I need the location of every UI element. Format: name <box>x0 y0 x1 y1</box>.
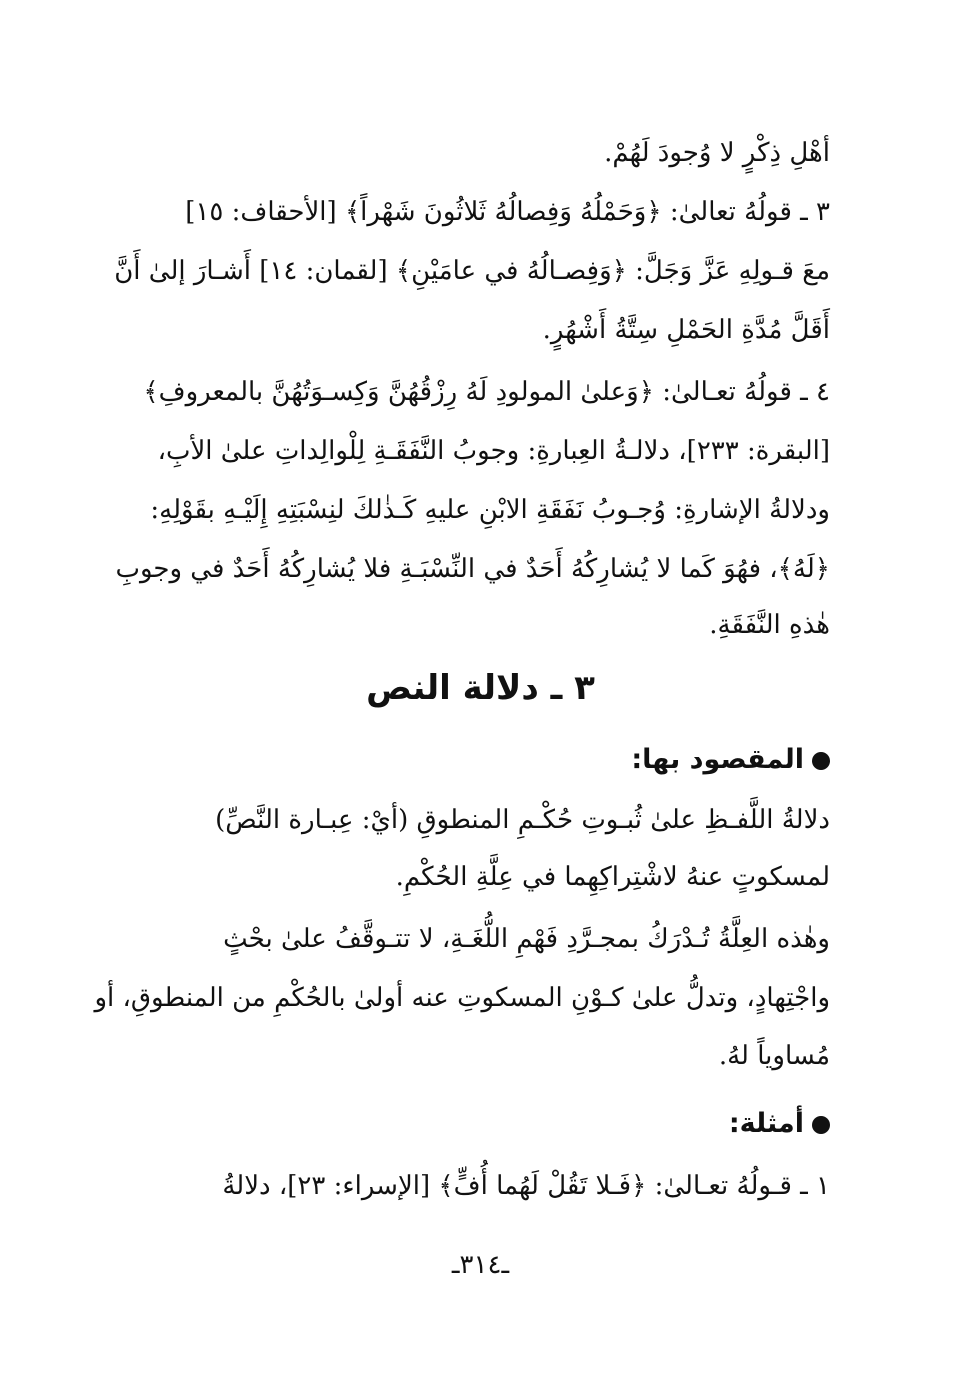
text-line: ١ ـ قـولُهُ تعـالىٰ: ﴿فَـلا تَقُلْ لَهُما أُفٍّ﴾ [الإسراء: ٢٣]، دلالةُ <box>222 1171 830 1201</box>
text-line: دلالةُ اللَّفـظِ علىٰ ثُبـوتِ حُكْـمِ المنطوقِ (أيْ: عِبـارة النَّصِّ) <box>215 805 830 835</box>
subheading-meaning <box>631 744 830 775</box>
page-number: ـ٣١٤ـ <box>451 1250 510 1280</box>
section-heading: ٣ ـ دلالة النص <box>366 668 595 708</box>
text-line: لمسكوتٍ عنهُ لاشْتِراكِهِما في عِلَّةِ الحُكْمِ. <box>395 862 830 892</box>
text-line: وهٰذه العِلَّةُ تُـدْرَكُ بمجـرَّدِ فَهْمِ اللُّغَـةِ، لا تتـوقَّفُ علىٰ بحْثٍ <box>223 924 830 954</box>
subheading-examples <box>729 1108 830 1139</box>
bullet-icon <box>812 752 830 770</box>
text-line: واجْتِهادٍ، وتدلُّ علىٰ كـوْنِ المسكوتِ عنه أولىٰ بالحُكْمِ من المنطوقِ، أو <box>94 983 830 1013</box>
text-line: ٣ ـ قولُهُ تعالىٰ: ﴿وَحَمْلُهُ وَفِصالُهُ ثَلاثُونَ شَهْراً﴾ [الأحقاف: ١٥] <box>185 197 830 227</box>
text-line: مُساوياً لهُ. <box>718 1041 830 1071</box>
text-line: ٤ ـ قولُهُ تعـالىٰ: ﴿وَعلىٰ المولودِ لَهُ رِزْقُهُنَّ وَكِسـوَتُهُنَّ بالمعروفِ﴾ <box>143 377 830 407</box>
text-line: أَقَلَّ مُدَّةِ الحَمْلِ سِتَّةُ أَشْهُرٍ. <box>542 315 830 345</box>
text-line: ودلالةُ الإشارةِ: وُجـوبُ نَفَقَةِ الابْنِ عليهِ كَـذٰلكَ لنِسْبَتِهِ إِلَيْـهِ بقَوْلِهِ: <box>150 495 830 525</box>
subheading-label: أمثلة: <box>728 1108 804 1139</box>
text-line: ﴿لَهُ﴾، فهُوَ كَما لا يُشارِكُهُ أَحَدٌ في النِّسْبَـةِ فلا يُشارِكُهُ أَحَدٌ في وجوبِ <box>115 554 830 584</box>
text-line: معَ قـولِهِ عَزَّ وَجَلَّ: ﴿وَفِصـالُهُ في عامَيْنِ﴾ [لقمان: ١٤] أَشـارَ إلىٰ أَنَّ <box>114 256 830 286</box>
text-line: [البقرة: ٢٣٣]، دلالـةُ العِبارةِ: وجوبُ النَّفَقَـةِ لِلْوالِداتِ علىٰ الأبِ، <box>157 436 830 466</box>
subheading-label: المقصود بها: <box>631 744 804 775</box>
bullet-icon <box>812 1116 830 1134</box>
text-line: أهْلِ ذِكْرٍ لا وُجودَ لَهُمْ. <box>604 138 830 168</box>
text-line: هٰذهِ النَّفَقَةِ. <box>709 610 830 640</box>
